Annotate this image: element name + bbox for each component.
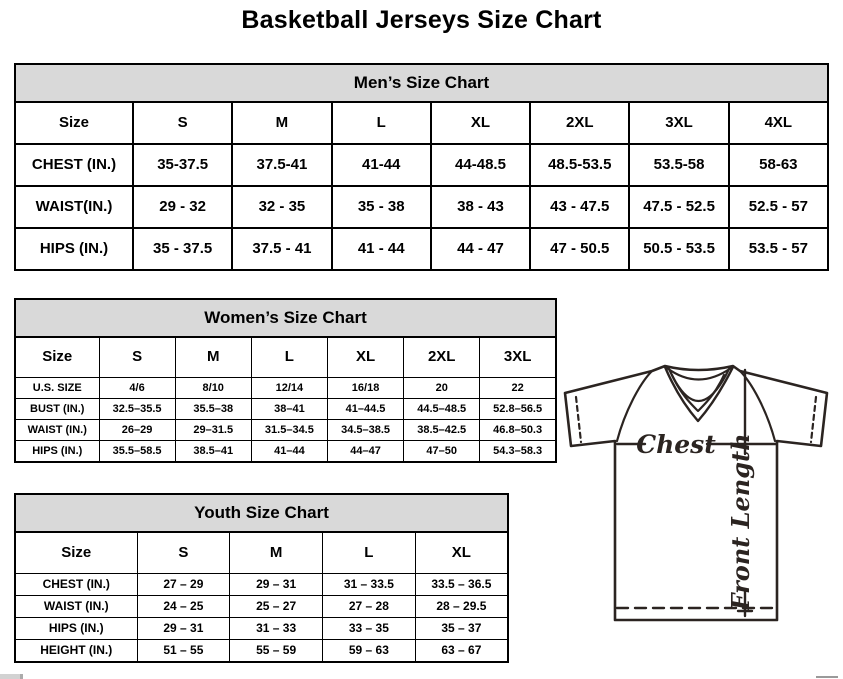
table-cell: 27 – 29 xyxy=(137,574,230,596)
table-cell: 41 - 44 xyxy=(332,228,431,270)
table-cell: 32 - 35 xyxy=(232,186,331,228)
womens-col-header: 2XL xyxy=(404,337,480,378)
table-cell: 44–47 xyxy=(327,441,403,463)
chest-label: Chest xyxy=(636,430,716,459)
table-cell: 63 – 67 xyxy=(415,640,508,663)
table-row xyxy=(15,574,508,596)
front-length-label: Front Length xyxy=(726,433,755,611)
table-cell: 35.5–38 xyxy=(175,399,251,420)
youth-col-header: S xyxy=(137,532,230,574)
youth-col-header: M xyxy=(230,532,323,574)
youth-size-table xyxy=(14,531,509,663)
youth-row-label: WAIST (IN.) xyxy=(15,596,137,618)
table-cell: 25 – 27 xyxy=(230,596,323,618)
youth-corner-header: Size xyxy=(15,532,137,574)
table-cell: 38–41 xyxy=(251,399,327,420)
table-cell: 38.5–42.5 xyxy=(404,420,480,441)
womens-col-header: XL xyxy=(327,337,403,378)
table-row xyxy=(15,618,508,640)
youth-col-header: L xyxy=(323,532,416,574)
womens-chart-title: Women’s Size Chart xyxy=(14,298,557,338)
table-cell: 55 – 59 xyxy=(230,640,323,663)
mens-col-header: 3XL xyxy=(629,102,728,144)
table-cell: 50.5 - 53.5 xyxy=(629,228,728,270)
womens-size-chart xyxy=(14,298,557,463)
table-cell: 20 xyxy=(404,378,480,399)
table-cell: 29–31.5 xyxy=(175,420,251,441)
table-row xyxy=(15,228,828,270)
youth-row-label: CHEST (IN.) xyxy=(15,574,137,596)
table-cell: 38.5–41 xyxy=(175,441,251,463)
table-cell: 43 - 47.5 xyxy=(530,186,629,228)
womens-col-header: S xyxy=(99,337,175,378)
jersey-measurement-diagram xyxy=(555,353,843,660)
table-cell: 46.8–50.3 xyxy=(480,420,556,441)
table-cell: 54.3–58.3 xyxy=(480,441,556,463)
table-row xyxy=(15,640,508,663)
page-title: Basketball Jerseys Size Chart xyxy=(241,6,602,34)
table-header-row xyxy=(15,337,556,378)
womens-col-header: M xyxy=(175,337,251,378)
table-cell: 31.5–34.5 xyxy=(251,420,327,441)
table-cell: 41-44 xyxy=(332,144,431,186)
table-cell: 4/6 xyxy=(99,378,175,399)
table-cell: 38 - 43 xyxy=(431,186,530,228)
mens-col-header: M xyxy=(232,102,331,144)
table-cell: 27 – 28 xyxy=(323,596,416,618)
table-cell: 44-48.5 xyxy=(431,144,530,186)
youth-chart-title: Youth Size Chart xyxy=(14,493,509,533)
mens-chart-title: Men’s Size Chart xyxy=(14,63,829,103)
table-cell: 35 - 37.5 xyxy=(133,228,232,270)
table-cell: 35-37.5 xyxy=(133,144,232,186)
table-cell: 16/18 xyxy=(327,378,403,399)
table-cell: 47–50 xyxy=(404,441,480,463)
womens-corner-header: Size xyxy=(15,337,99,378)
jersey-outline xyxy=(565,366,827,620)
table-cell: 59 – 63 xyxy=(323,640,416,663)
table-cell: 35 – 37 xyxy=(415,618,508,640)
youth-col-header: XL xyxy=(415,532,508,574)
mens-col-header: 2XL xyxy=(530,102,629,144)
table-cell: 33 – 35 xyxy=(323,618,416,640)
table-cell: 12/14 xyxy=(251,378,327,399)
table-row xyxy=(15,420,556,441)
table-cell: 29 - 32 xyxy=(133,186,232,228)
table-row xyxy=(15,186,828,228)
table-cell: 34.5–38.5 xyxy=(327,420,403,441)
table-cell: 31 – 33.5 xyxy=(323,574,416,596)
mens-col-header: 4XL xyxy=(729,102,828,144)
mens-col-header: L xyxy=(332,102,431,144)
mens-row-label: CHEST (IN.) xyxy=(15,144,133,186)
table-cell: 37.5 - 41 xyxy=(232,228,331,270)
womens-row-label: HIPS (IN.) xyxy=(15,441,99,463)
womens-row-label: U.S. SIZE xyxy=(15,378,99,399)
table-cell: 29 – 31 xyxy=(230,574,323,596)
table-row xyxy=(15,144,828,186)
table-cell: 35 - 38 xyxy=(332,186,431,228)
mens-size-chart xyxy=(14,63,829,271)
table-cell: 52.5 - 57 xyxy=(729,186,828,228)
table-row xyxy=(15,399,556,420)
womens-size-table xyxy=(14,336,557,463)
table-cell: 58-63 xyxy=(729,144,828,186)
table-cell: 52.8–56.5 xyxy=(480,399,556,420)
table-cell: 24 – 25 xyxy=(137,596,230,618)
table-header-row xyxy=(15,532,508,574)
table-cell: 48.5-53.5 xyxy=(530,144,629,186)
mens-size-table xyxy=(14,101,829,271)
table-cell: 41–44.5 xyxy=(327,399,403,420)
table-cell: 44.5–48.5 xyxy=(404,399,480,420)
table-cell: 26–29 xyxy=(99,420,175,441)
youth-row-label: HIPS (IN.) xyxy=(15,618,137,640)
womens-row-label: BUST (IN.) xyxy=(15,399,99,420)
table-cell: 53.5-58 xyxy=(629,144,728,186)
table-cell: 51 – 55 xyxy=(137,640,230,663)
bottom-left-ui-fragment xyxy=(0,674,23,679)
table-row xyxy=(15,378,556,399)
mens-row-label: WAIST(IN.) xyxy=(15,186,133,228)
womens-row-label: WAIST (IN.) xyxy=(15,420,99,441)
table-row xyxy=(15,596,508,618)
table-cell: 29 – 31 xyxy=(137,618,230,640)
table-header-row xyxy=(15,102,828,144)
mens-corner-header: Size xyxy=(15,102,133,144)
table-cell: 28 – 29.5 xyxy=(415,596,508,618)
youth-row-label: HEIGHT (IN.) xyxy=(15,640,137,663)
mens-row-label: HIPS (IN.) xyxy=(15,228,133,270)
table-cell: 35.5–58.5 xyxy=(99,441,175,463)
table-cell: 53.5 - 57 xyxy=(729,228,828,270)
womens-col-header: 3XL xyxy=(480,337,556,378)
table-cell: 47 - 50.5 xyxy=(530,228,629,270)
table-cell: 32.5–35.5 xyxy=(99,399,175,420)
table-cell: 47.5 - 52.5 xyxy=(629,186,728,228)
table-cell: 22 xyxy=(480,378,556,399)
table-row xyxy=(15,441,556,463)
table-cell: 37.5-41 xyxy=(232,144,331,186)
table-cell: 41–44 xyxy=(251,441,327,463)
womens-col-header: L xyxy=(251,337,327,378)
table-cell: 31 – 33 xyxy=(230,618,323,640)
table-cell: 44 - 47 xyxy=(431,228,530,270)
youth-size-chart xyxy=(14,493,509,663)
bottom-right-ui-fragment xyxy=(816,676,838,678)
table-cell: 8/10 xyxy=(175,378,251,399)
table-cell: 33.5 – 36.5 xyxy=(415,574,508,596)
mens-col-header: S xyxy=(133,102,232,144)
mens-col-header: XL xyxy=(431,102,530,144)
